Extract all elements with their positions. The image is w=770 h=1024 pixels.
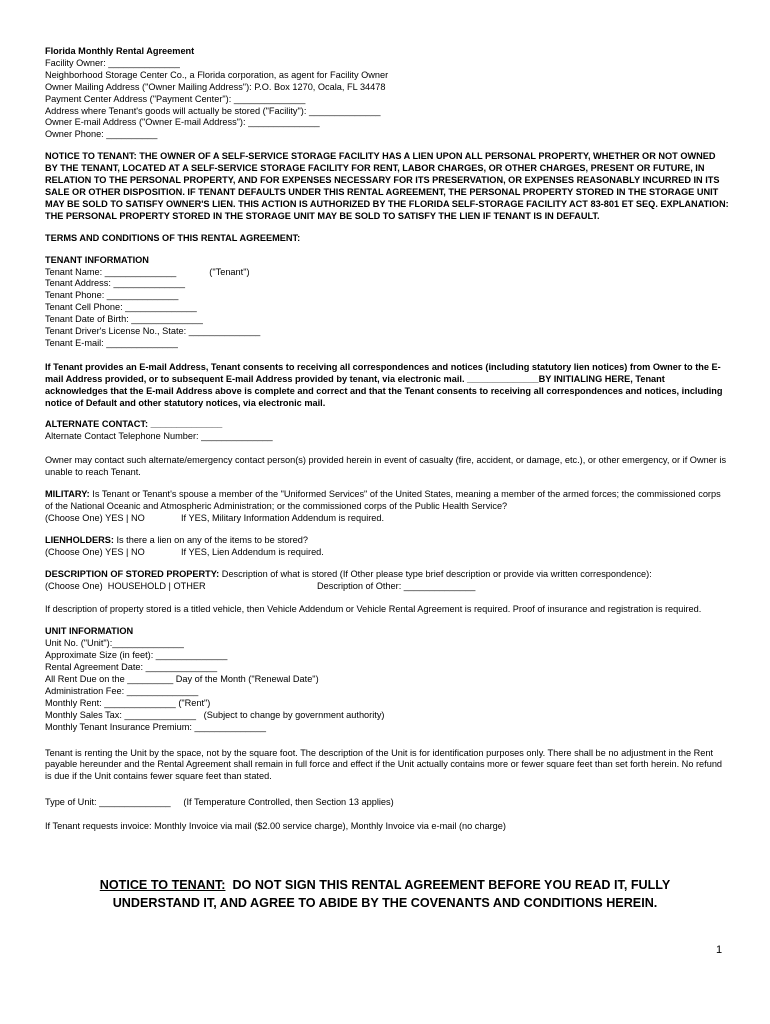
- monthly-rent-line: Monthly Rent: ______________ ("Rent"): [45, 697, 211, 708]
- unit-info-block: [45, 626, 730, 733]
- terms-heading: TERMS AND CONDITIONS OF THIS RENTAL AGREEMENT:: [45, 232, 301, 243]
- alternate-contact-block: [45, 419, 730, 443]
- stored-property-choice-line: [45, 581, 730, 593]
- invoice-line: If Tenant requests invoice: Monthly Invoice via mail ($2.00 service charge), Monthly Invoice via e-mail (no charge): [45, 821, 506, 832]
- unit-info-heading: UNIT INFORMATION: [45, 626, 134, 637]
- tenant-info-heading: TENANT INFORMATION: [45, 254, 149, 265]
- tenant-info-block: [45, 255, 730, 350]
- stored-property-block: [45, 569, 730, 593]
- alternate-contact-heading: ALTERNATE CONTACT: ______________: [45, 419, 223, 430]
- lienholders-note: If YES, Lien Addendum is required.: [181, 546, 324, 557]
- lienholders-question: [45, 535, 730, 547]
- alternate-contact-phone-line: Alternate Contact Telephone Number: ______________: [45, 431, 273, 442]
- lienholders-choose: (Choose One) YES | NO: [45, 546, 145, 557]
- insurance-premium-line: Monthly Tenant Insurance Premium: ______________: [45, 721, 266, 732]
- final-notice-line-2: UNDERSTAND IT, AND AGREE TO ABIDE BY THE COVENANTS AND CONDITIONS HEREIN.: [112, 896, 658, 910]
- owner-may-contact-paragraph: Owner may contact such alternate/emergency contact person(s) provided herein in event of casualty (fire, accident, or damage, etc.), or other emergency, or if Owner is unable to reach Tenant.: [45, 455, 727, 478]
- military-choice-line: [45, 513, 730, 525]
- facility-owner-line: Facility Owner: ______________: [45, 57, 180, 68]
- email-consent-paragraph: If Tenant provides an E-mail Address, Tenant consents to receiving all correspondences and notices (including statutory lien notices) from Owner to the E-mail Address provided, or to subsequent E-mail Address provided by tenant, via electronic mail. ______________BY INITIALING HERE, Tenant acknowledges that the E-mail Address above is complete and correct and that the Tenant consents to receiving all correspondences and notices, including notice of Default and other statutory notices, via electronic mail.: [45, 361, 723, 408]
- stored-property-choose: (Choose One) HOUSEHOLD | OTHER: [45, 580, 206, 591]
- tenant-email-line: Tenant E-mail: ______________: [45, 337, 178, 348]
- agent-line: Neighborhood Storage Center Co., a Florida corporation, as agent for Facility Owner: [45, 69, 389, 80]
- lienholders-block: [45, 535, 730, 559]
- stored-property-other: Description of Other: ______________: [317, 580, 476, 591]
- rent-due-line: All Rent Due on the _________ Day of the Month ("Renewal Date"): [45, 673, 319, 684]
- tenant-name-suffix: ("Tenant"): [209, 266, 250, 277]
- military-choose: (Choose One) YES | NO: [45, 512, 145, 523]
- military-question: [45, 489, 730, 513]
- military-label: MILITARY:: [45, 489, 90, 500]
- owner-email-line: Owner E-mail Address ("Owner E-mail Address"): ______________: [45, 117, 320, 128]
- stored-property-label: DESCRIPTION OF STORED PROPERTY:: [45, 568, 220, 579]
- payment-center-line: Payment Center Address ("Payment Center"): ______________: [45, 93, 306, 104]
- owner-phone-line: Owner Phone: __________: [45, 129, 158, 140]
- square-foot-paragraph: Tenant is renting the Unit by the space, not by the square foot. The description of the Unit is for identification purposes only. There shall be no adjustment in the Rent payable hereunder and the Rental Agreement shall remain in full force and effect if the Unit actually contains more or fewer square feet than set forth herein. No refund is due if the Unit contains fewer square feet than stated.: [45, 747, 723, 782]
- military-text: Is Tenant or Tenant's spouse a member of the "Uniformed Services" of the United States, meaning a member of the armed forces; the commissioned corps of the National Oceanic and Atmospheric Administration; or the commissioned corps of the Public Health Service?: [45, 489, 721, 511]
- admin-fee-line: Administration Fee: ______________: [45, 685, 199, 696]
- tenant-cell-line: Tenant Cell Phone: ______________: [45, 302, 197, 313]
- final-notice: [45, 876, 725, 912]
- stored-property-text: Description of what is stored (If Other please type brief description or provide via written correspondence):: [219, 568, 652, 579]
- final-notice-line-1: [45, 876, 725, 894]
- final-notice-lead: NOTICE TO TENANT:: [99, 878, 226, 892]
- unit-number-line: Unit No. ("Unit"):______________: [45, 638, 184, 649]
- lienholders-text: Is there a lien on any of the items to be stored?: [113, 534, 308, 545]
- lienholders-label: LIENHOLDERS:: [45, 534, 114, 545]
- titled-vehicle-paragraph: If description of property stored is a titled vehicle, then Vehicle Addendum or Vehicle Rental Agreement is required. Proof of insurance and registration is required.: [45, 604, 702, 615]
- tenant-name-line: [45, 267, 730, 279]
- tenant-name-label: Tenant Name: ______________: [45, 266, 177, 277]
- tenant-phone-line: Tenant Phone: ______________: [45, 290, 179, 301]
- sales-tax-line: Monthly Sales Tax: ______________ (Subject to change by government authority): [45, 709, 385, 720]
- owner-mailing-address-line: Owner Mailing Address ("Owner Mailing Address"): P.O. Box 1270, Ocala, FL 34478: [45, 81, 386, 92]
- tenant-license-line: Tenant Driver's License No., State: ______________: [45, 326, 261, 337]
- stored-property-question: [45, 569, 730, 581]
- final-notice-rest: DO NOT SIGN THIS RENTAL AGREEMENT BEFORE YOU READ IT, FULLY: [225, 878, 671, 892]
- military-block: [45, 489, 730, 525]
- header-block: [45, 46, 730, 141]
- page-number: 1: [716, 944, 723, 956]
- tenant-address-line: Tenant Address: ______________: [45, 278, 185, 289]
- facility-address-line: Address where Tenant's goods will actually be stored ("Facility"): ______________: [45, 105, 381, 116]
- type-of-unit-line: Type of Unit: ______________ (If Temperature Controlled, then Section 13 applies): [45, 797, 394, 808]
- lien-notice: NOTICE TO TENANT: THE OWNER OF A SELF-SERVICE STORAGE FACILITY HAS A LIEN UPON ALL PERSONAL PROPERTY, WHETHER OR NOT OWNED BY THE TENANT, LOCATED AT A SELF-SERVICE STORAGE FACILITY FOR RENT, LABOR CHARGES, OR OTHER CHARGES, PRESENT OR FUTURE, IN RELATION TO THE PERSONAL PROPERTY, AND FOR EXPENSES NECESSARY FOR ITS PRESERVATION, OR EXPENSES REASONABLY INCURRED IN ITS SALE OR OTHER DISPOSITION. IF TENANT DEFAULTS UNDER THIS RENTAL AGREEMENT, THE PERSONAL PROPERTY STORED IN THE STORAGE UNIT MAY BE SOLD TO SATISFY OWNER'S LIEN. THIS ACTION IS AUTHORIZED BY THE FLORIDA SELF-STORAGE FACILITY ACT 83-801 ET SEQ. EXPLANATION: THE PERSONAL PROPERTY STORED IN THE STORAGE UNIT MAY BE SOLD TO SATISFY THE LIEN IF TENANT IS IN DEFAULT.: [45, 151, 729, 221]
- military-note: If YES, Military Information Addendum is required.: [181, 512, 385, 523]
- rental-agreement-page: [45, 46, 730, 833]
- lienholders-choice-line: [45, 547, 730, 559]
- tenant-dob-line: Tenant Date of Birth: ______________: [45, 314, 203, 325]
- unit-size-line: Approximate Size (in feet): ______________: [45, 650, 228, 661]
- document-title: Florida Monthly Rental Agreement: [45, 46, 195, 56]
- agreement-date-line: Rental Agreement Date: ______________: [45, 662, 218, 673]
